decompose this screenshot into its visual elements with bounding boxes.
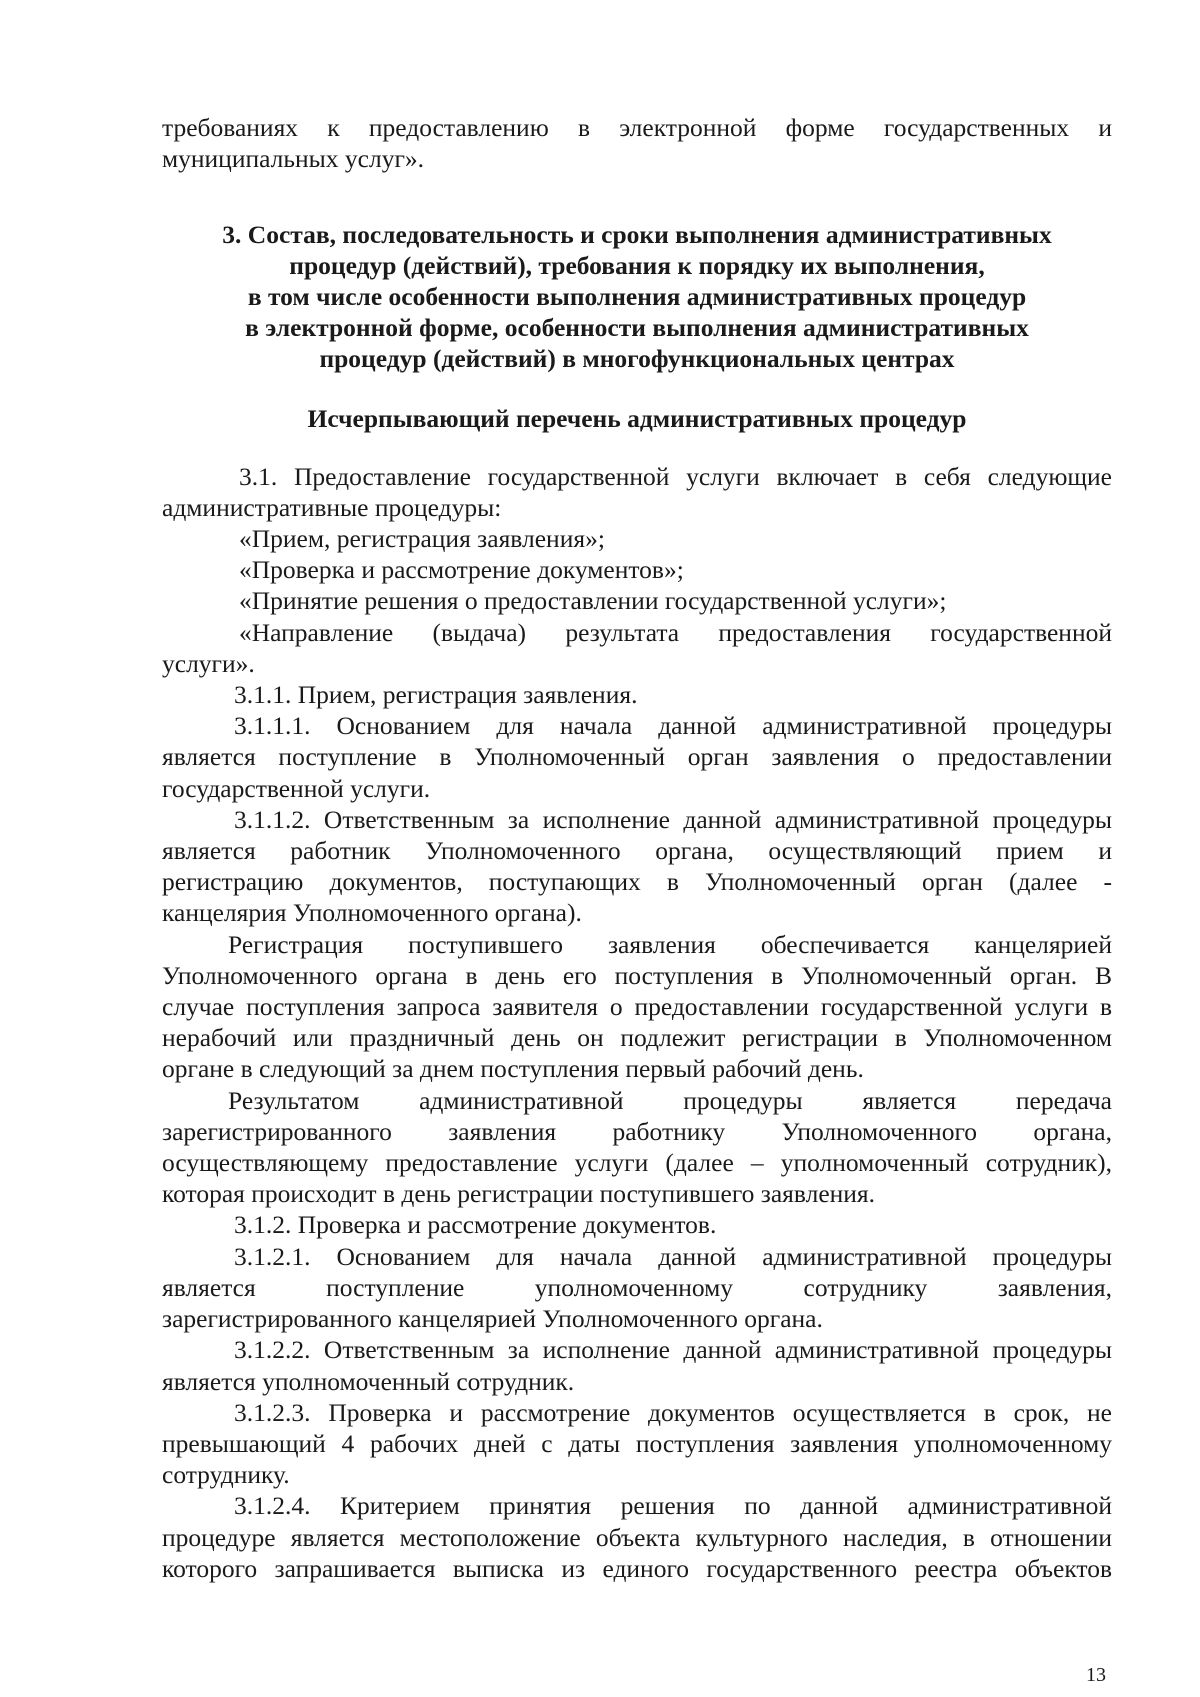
paragraph-3-1-2-2 — [162, 1334, 1112, 1396]
text-line: осуществляющему предоставление услуги (далее – уполномоченный сотрудник), — [162, 1148, 1112, 1178]
paragraph-registration — [162, 929, 1112, 1085]
heading-line: процедур (действий), требования к порядку их выполнения, — [289, 251, 985, 281]
text-line: органе в следующий за днем поступления первый рабочий день. — [162, 1054, 864, 1084]
heading-line: 3. Состав, последовательность и сроки выполнения административных — [222, 220, 1052, 250]
text-line: 3.1.1.1. Основанием для начала данной административной процедуры — [234, 711, 1112, 741]
text-line: процедуре является местоположение объекта культурного наследия, в отношении — [162, 1522, 1112, 1552]
section-heading — [162, 219, 1112, 374]
text-line: случае поступления запроса заявителя о предоставлении государственной услуги в — [162, 992, 1112, 1022]
text-line: 3.1.2.2. Ответственным за исполнение данной административной процедуры — [234, 1335, 1112, 1365]
paragraph-3-1-2: 3.1.2. Проверка и рассмотрение документов. — [234, 1210, 717, 1240]
paragraph-3-1-1-2 — [162, 804, 1112, 929]
heading-line: в том числе особенности выполнения административных процедур — [247, 282, 1027, 312]
paragraph-3-1-2-3 — [162, 1397, 1112, 1491]
text-line: является поступление уполномоченному сотруднику заявления, — [162, 1272, 1112, 1302]
heading-line: процедур (действий) в многофункциональных центрах — [319, 344, 955, 374]
text-line: превышающий 4 рабочих дней с даты поступления заявления уполномоченному — [162, 1428, 1112, 1458]
list-item-continuation: услуги». — [162, 648, 255, 678]
page-number: 13 — [1086, 1664, 1106, 1686]
paragraph-3-1 — [162, 461, 1112, 523]
text-line: является уполномоченный сотрудник. — [162, 1366, 575, 1396]
text-line: является работник Уполномоченного органа, осуществляющий прием и — [162, 836, 1112, 866]
paragraph-3-1-1-1 — [162, 710, 1112, 804]
text-line: 3.1.2.4. Критерием принятия решения по данной административной — [234, 1491, 1112, 1521]
text-line: 3.1.2.3. Проверка и рассмотрение документов осуществляется в срок, не — [234, 1397, 1112, 1427]
text-line: регистрацию документов, поступающих в Уполномоченный орган (далее - — [162, 867, 1112, 897]
text-line: 3.1. Предоставление государственной услуги включает в себя следующие — [239, 461, 1112, 491]
paragraph-result — [162, 1085, 1112, 1210]
text-line: которая происходит в день регистрации поступившего заявления. — [162, 1179, 876, 1209]
list-item: «Принятие решения о предоставлении государственной услуги»; — [239, 586, 947, 616]
text-line: 3.1.2.1. Основанием для начала данной административной процедуры — [234, 1241, 1112, 1271]
document-page — [162, 112, 1112, 1584]
text-line: требованиях к предоставлению в электронной форме государственных и — [162, 113, 1112, 142]
paragraph-3-1-2-4 — [162, 1490, 1112, 1584]
paragraph-3-1-2-1 — [162, 1241, 1112, 1335]
intro-paragraph — [162, 112, 1112, 174]
heading-line: в электронной форме, особенности выполнения административных — [245, 313, 1029, 343]
subheading: Исчерпывающий перечень административных процедур — [307, 404, 967, 434]
text-line: Результатом административной процедуры является передача — [228, 1085, 1112, 1115]
text-line: которого запрашивается выписка из единого государственного реестра объектов — [162, 1553, 1112, 1583]
text-line: 3.1.1.2. Ответственным за исполнение данной административной процедуры — [234, 804, 1112, 834]
list-item: «Проверка и рассмотрение документов»; — [239, 555, 684, 585]
list-item: «Прием, регистрация заявления»; — [239, 524, 605, 554]
paragraph-3-1-1: 3.1.1. Прием, регистрация заявления. — [234, 680, 638, 710]
procedures-list — [162, 523, 1112, 679]
text-line: нерабочий или праздничный день он подлежит регистрации в Уполномоченном — [162, 1023, 1112, 1053]
text-line: муниципальных услуг». — [162, 144, 425, 174]
text-line: зарегистрированного заявления работнику Уполномоченного органа, — [162, 1116, 1112, 1146]
text-line: Уполномоченного органа в день его поступления в Уполномоченный орган. В — [162, 960, 1112, 990]
text-line: административные процедуры: — [162, 492, 502, 522]
text-line: зарегистрированного канцелярией Уполномоченного органа. — [162, 1304, 823, 1334]
text-line: государственной услуги. — [162, 773, 431, 803]
text-line: сотруднику. — [162, 1460, 290, 1490]
text-line: Регистрация поступившего заявления обеспечивается канцелярией — [228, 929, 1112, 959]
text-line: канцелярия Уполномоченного органа). — [162, 898, 582, 928]
list-item: «Направление (выдача) результата предоставления государственной — [239, 617, 1112, 647]
text-line: является поступление в Уполномоченный орган заявления о предоставлении — [162, 742, 1112, 772]
